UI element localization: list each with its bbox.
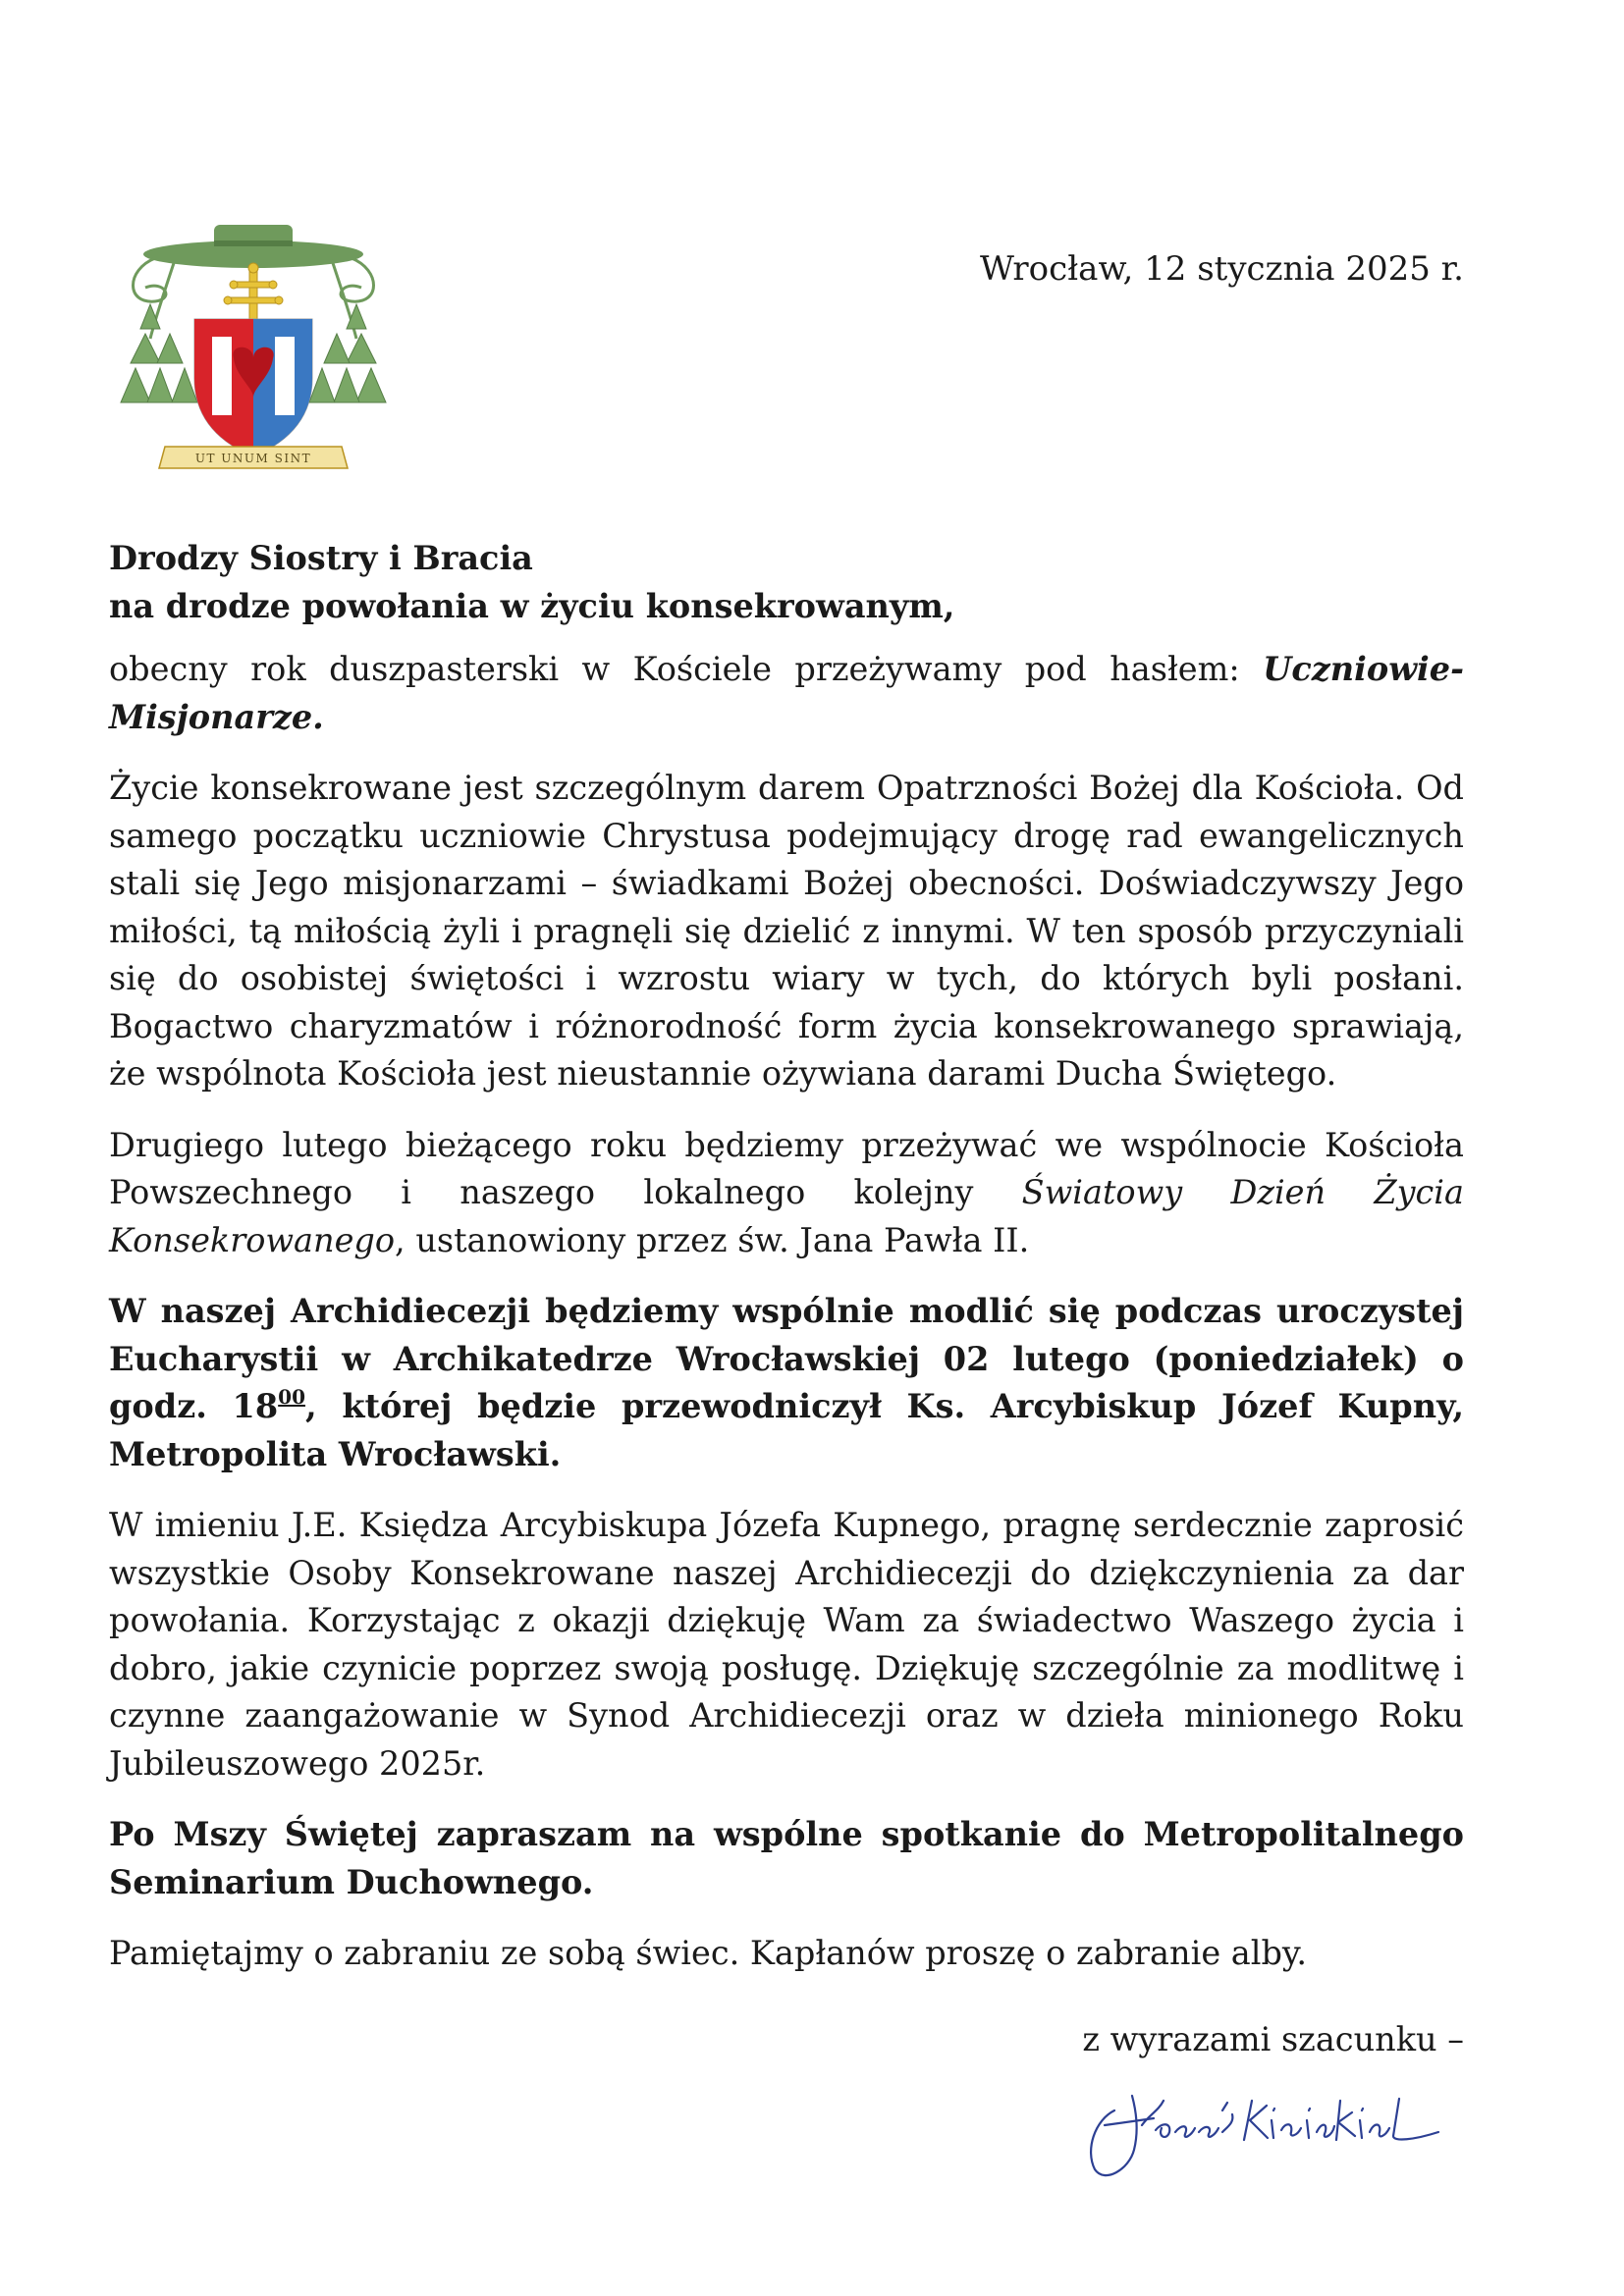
pastoral-motto: Uczniowie-Misjonarze.: [109, 650, 1464, 736]
salutation-line-2: na drodze powołania w życiu konsekrowanym,: [109, 586, 955, 625]
paragraph-3-after: , ustanowiony przez św. Jana Pawła II.: [395, 1220, 1030, 1259]
paragraph-4: [109, 1288, 1464, 1478]
salutation-line-1: Drodzy Siostry i Bracia: [109, 539, 533, 577]
paragraph-7: Pamiętajmy o zabraniu ze sobą świec. Kapłanów proszę o zabranie alby.: [109, 1934, 1308, 1972]
letter-body: [109, 535, 1464, 2002]
paragraph-3-before: Drugiego lutego bieżącego roku będziemy przeżywać we wspólnocie Kościoła Powszechnego i naszego lokalnego kolejny: [109, 1125, 1464, 1211]
paragraph-2: Życie konsekrowane jest szczególnym darem Opatrzności Bożej dla Kościoła. Od samego początku uczniowie Chrystusa podejmujący drogę rad ewangelicznych stali się Jego misjonarzami – świadkami Bożej obecności. Doświadczywszy Jego miłości, tą miłością żyli i pragnęli się dzielić z innymi. W ten sposób przyczyniali się do osobistej świętości i wzrostu wiary w tych, do których byli posłani. Bogactwo charyzmatów i różnorodność form życia konsekrowanego sprawiają, że wspólnota Kościoła jest nieustannie ożywiana darami Ducha Świętego.: [109, 769, 1464, 1093]
paragraph-3: [109, 1122, 1464, 1265]
time-minutes: 00: [278, 1385, 305, 1409]
paragraph-5: W imieniu J.E. Księdza Arcybiskupa Józefa Kupnego, pragnę serdecznie zaprosić wszystkie Osoby Konsekrowane naszej Archidiecezji do dziękczynienia za dar powołania. Korzystając z okazji dziękuję Wam za świadectwo Waszego życia i dobro, jakie czynicie poprzez swoją posługę. Dziękuję szczególnie za modlitwę i czynne zaangażowanie w Synod Archidiecezji oraz w dzieła minionego Roku Jubileuszowego 2025r.: [109, 1506, 1464, 1783]
paragraph-1-text: obecny rok duszpasterski w Kościele przeżywamy pod hasłem:: [109, 650, 1264, 688]
closing-phrase: z wyrazami szacunku –: [1082, 2020, 1464, 2058]
paragraph-1: [109, 646, 1464, 741]
coat-of-arms-icon: [116, 211, 391, 496]
event-name: Światowy Dzień Życia Konsekrowanego: [109, 1173, 1464, 1259]
letter-date: Wrocław, 12 stycznia 2025 r.: [979, 249, 1464, 289]
signature-icon: [1075, 2071, 1468, 2189]
paragraph-4-before: W naszej Archidiecezji będziemy wspólnie modlić się podczas uroczystej Eucharystii w Archikatedrze Wrocławskiej 02 lutego (poniedziałek) o godz. 18: [109, 1292, 1464, 1425]
paragraph-4-after: , której będzie przewodniczył Ks. Arcybiskup Józef Kupny, Metropolita Wrocławski.: [109, 1387, 1464, 1473]
salutation: [109, 535, 1464, 630]
paragraph-6: Po Mszy Świętej zapraszam na wspólne spotkanie do Metropolitalnego Seminarium Duchownego.: [109, 1815, 1464, 1901]
svg-text:UT UNUM SINT: UT UNUM SINT: [194, 452, 312, 465]
